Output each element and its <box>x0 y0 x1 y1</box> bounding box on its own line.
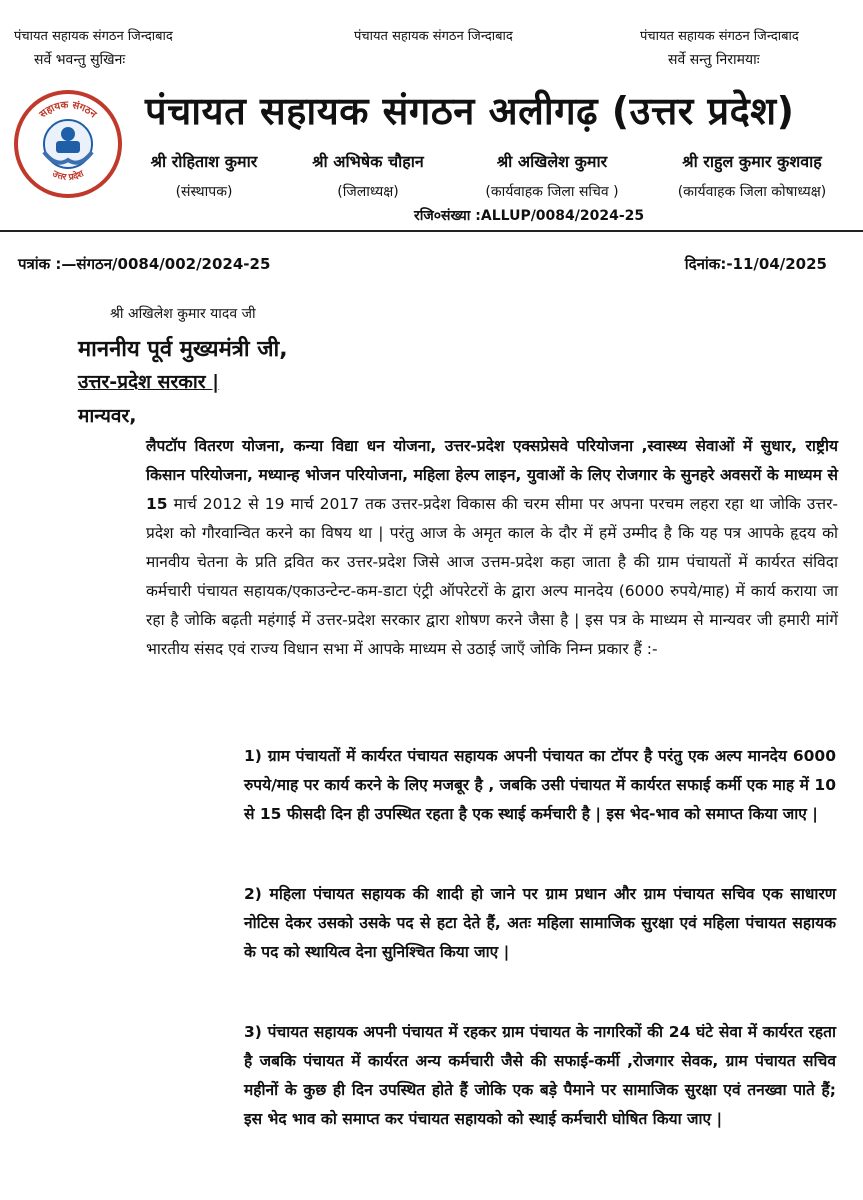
intro-text: मार्च 2012 से 19 मार्च 2017 तक उत्तर-प्रदेश विकास की चरम सीमा पर अपना परचम लहरा रहा था जोकि उत्तर-प्रदेश को गौरवान्वित करने का विषय था | परंतु आज के अमृत काल के दौर में हमें उम्मीद है कि यह पत्र आपके हृदय को मानवीय चेतना के प्रति द्रवित कर उत्तर-प्रदेश जिसे आज उत्तम-प्रदेश कहा जाता है की ग्राम पंचायतों में कार्यरत संविदा कर्मचारी पंचायत सहायक/एकाउन्टेन्ट-कम-डाटा एंट्री ऑपरेटरों के द्वारा अल्प मानदेय (6000 रुपये/माह) में कार्य कराया जा रहा है जोकि बढ़ती महंगाई में उत्तर-प्रदेश सरकार द्वारा शोषण करने जैसा है | इस पत्र के माध्यम से मान्यवर जी हमारी मांगें भारतीय संसद एवं राज्य विधान सभा में आपके माध्यम से उठाई जाएँ जोकि निम्न प्रकार हैं :- <box>146 495 838 658</box>
slogan-left: पंचायत सहायक संगठन जिन्दाबाद <box>14 29 173 44</box>
official-name: श्री अखिलेश कुमार <box>496 152 608 171</box>
intro-bold-text: लैपटॉप वितरण योजना, कन्या विद्या धन योजना, उत्तर-प्रदेश एक्सप्रेसवे परियोजना ,स्वास्थ्य सेवाओं में सुधार, राष्ट्रीय किसान परियोजना, मध्यान्ह भोजन परियोजना, महिला हेल्प लाइन, युवाओं के लिए रोजगार के सुनहरे अवसरों के माध्यम से 15 <box>146 437 838 513</box>
official-district-secretary <box>462 150 642 201</box>
recipient-name: श्री अखिलेश कुमार यादव जी <box>110 306 256 322</box>
svg-text:उत्तर प्रदेश <box>50 169 87 183</box>
recipient-title: माननीय पूर्व मुख्यमंत्री जी, <box>78 337 288 362</box>
organization-title: पंचायत सहायक संगठन अलीगढ़ (उत्तर प्रदेश) <box>145 89 795 133</box>
blessing-left: सर्वे भवन्तु सुखिनः <box>34 52 126 68</box>
slogan-right: पंचायत सहायक संगठन जिन्दाबाद <box>640 29 799 44</box>
logo-text-top: सहायक संगठन <box>37 99 99 121</box>
demand-point-3: 3) पंचायत सहायक अपनी पंचायत में रहकर ग्राम पंचायत के नागरिकों की 24 घंटे सेवा में कार्यरत रहता है जबकि पंचायत में कार्यरत अन्य कर्मचारी जैसे की सफाई-कर्मी ,रोजगार सेवक, ग्राम पंचायत सचिव महीनों के कुछ ही दिन उपस्थित होते हैं जोकि एक बड़े पैमाने पर सामाजिक सुरक्षा एवं तनख्वा पाते हैं; इस भेद भाव को समाप्त कर पंचायत सहायको को स्थाई कर्मचारी घोषित किया जाए | <box>244 1023 836 1128</box>
demand-point-2: 2) महिला पंचायत सहायक की शादी हो जाने पर ग्राम प्रधान और ग्राम पंचायत सचिव एक साधारण नोटिस देकर उसको उसके पद से हटा देते हैं, अतः महिला सामाजिक सुरक्षा एवं महिला पंचायत सहायक के पद को स्थायित्व देना सुनिश्चित किया जाए | <box>244 885 836 961</box>
blessing-right: सर्वे सन्तु निरामयाः <box>668 52 760 68</box>
official-name: श्री अभिषेक चौहान <box>312 152 424 171</box>
official-district-treasurer <box>652 150 852 201</box>
organization-emblem-icon <box>18 94 118 194</box>
official-role: (जिलाध्यक्ष) <box>337 184 399 200</box>
official-district-president <box>288 150 448 201</box>
organization-logo <box>14 90 122 198</box>
official-name: श्री राहुल कुमार कुशवाह <box>682 152 822 171</box>
official-role: (संस्थापक) <box>175 184 233 200</box>
registration-number: रजि०संख्या :ALLUP/0084/2024-25 <box>414 208 645 224</box>
svg-text:सहायक संगठन <box>37 99 99 121</box>
logo-text-bottom: उत्तर प्रदेश <box>50 169 86 184</box>
slogan-center: पंचायत सहायक संगठन जिन्दाबाद <box>354 29 513 44</box>
official-founder <box>124 150 284 201</box>
letter-reference: पत्रांक :—संगठन/0084/002/2024-25 <box>18 255 271 273</box>
demand-point-1: 1) ग्राम पंचायतों में कार्यरत पंचायत सहायक अपनी पंचायत का टॉपर है परंतु एक अल्प मानदेय 6000 रुपये/माह पर कार्य करने के लिए मजबूर है , जबकि उसी पंचायत में कार्यरत सफाई कर्मी एक माह में 10 से 15 फीसदी दिन ही उपस्थित रहता है एक स्थाई कर्मचारी है | इस भेद-भाव को समाप्त किया जाए | <box>244 747 836 823</box>
intro-paragraph <box>146 432 838 664</box>
salutation: मान्यवर, <box>78 405 137 427</box>
header-divider <box>0 230 863 232</box>
recipient-office: उत्तर-प्रदेश सरकार | <box>78 371 220 393</box>
official-role: (कार्यवाहक जिला सचिव ) <box>485 184 619 200</box>
official-role: (कार्यवाहक जिला कोषाध्यक्ष) <box>677 184 827 200</box>
letter-date: दिनांक:-11/04/2025 <box>684 255 827 273</box>
official-name: श्री रोहिताश कुमार <box>150 152 258 171</box>
